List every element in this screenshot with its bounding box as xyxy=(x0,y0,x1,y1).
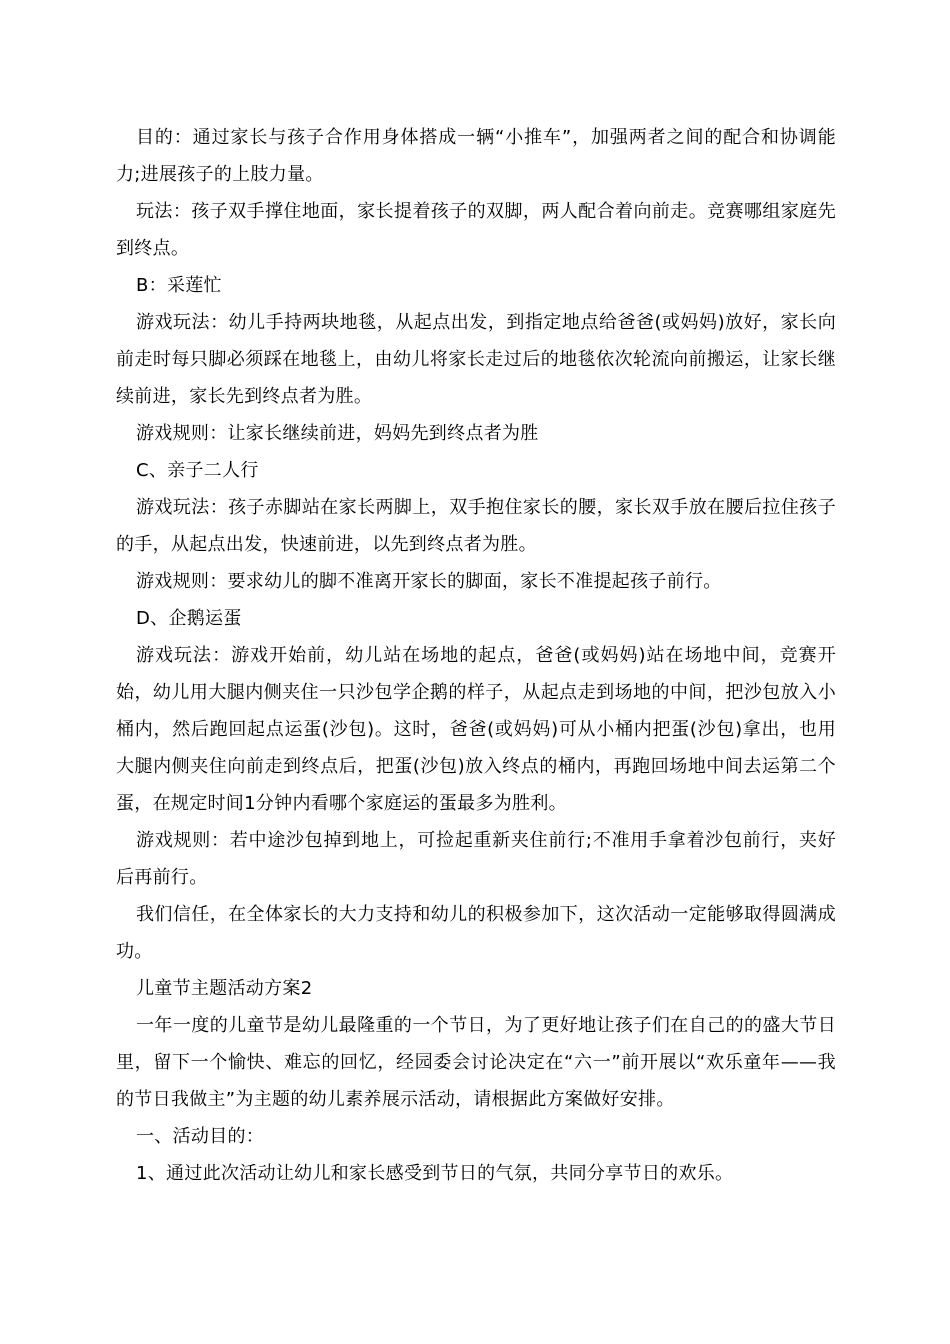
paragraph-b-game-rule: 游戏规则：让家长继续前进，妈妈先到终点者为胜 xyxy=(136,423,539,444)
heading-plan-2: 儿童节主题活动方案2 xyxy=(136,978,313,999)
document-body xyxy=(116,119,836,1192)
paragraph-purpose-item-1: 1、通过此次活动让幼儿和家长感受到节日的气氛，共同分享节日的欢乐。 xyxy=(136,1163,734,1184)
paragraph-d-game-method: 游戏玩法：游戏开始前，幼儿站在场地的起点，爸爸(或妈妈)站在场地中间，竞赛开始，幼儿用大腿内侧夹住一只沙包学企鹅的样子，从起点走到场地的中间，把沙包放入小桶内，然后跑回起点运蛋(沙包)。这时，爸爸(或妈妈)可从小桶内把蛋(沙包)拿出，也用大腿内侧夹住向前走到终点后，把蛋(沙包)放入终点的桶内，再跑回场地中间去运第二个蛋，在规定时间1分钟内看哪个家庭运的蛋最多为胜利。 xyxy=(116,645,836,814)
paragraph-plan-2-intro: 一年一度的儿童节是幼儿最隆重的一个节日，为了更好地让孩子们在自己的的盛大节日里，留下一个愉快、难忘的回忆，经园委会讨论决定在“六一”前开展以“欢乐童年——我的节日我做主”为主题的幼儿素养展示活动，请根据此方案做好安排。 xyxy=(116,1015,836,1110)
paragraph-b-game-method: 游戏玩法：幼儿手持两块地毯，从起点出发，到指定地点给爸爸(或妈妈)放好，家长向前走时每只脚必须踩在地毯上，由幼儿将家长走过后的地毯依次轮流向前搬运，让家长继续前进，家长先到终点者为胜。 xyxy=(116,312,836,407)
paragraph-play-method: 玩法：孩子双手撑住地面，家长提着孩子的双脚，两人配合着向前走。竞赛哪组家庭先到终点。 xyxy=(116,201,836,259)
paragraph-purpose: 目的：通过家长与孩子合作用身体搭成一辆“小推车”，加强两者之间的配合和协调能力;进展孩子的上肢力量。 xyxy=(116,127,836,185)
heading-d-penguin: D、企鹅运蛋 xyxy=(136,608,242,629)
heading-activity-purpose: 一、活动目的： xyxy=(136,1126,265,1147)
paragraph-c-game-rule: 游戏规则：要求幼儿的脚不准离开家长的脚面，家长不准提起孩子前行。 xyxy=(136,571,722,592)
heading-c-parent-child: C、亲子二人行 xyxy=(136,460,259,481)
heading-b-lotus: B：采莲忙 xyxy=(136,275,222,296)
paragraph-closing: 我们信任，在全体家长的大力支持和幼儿的积极参加下，这次活动一定能够取得圆满成功。 xyxy=(116,904,836,962)
paragraph-d-game-rule: 游戏规则：若中途沙包掉到地上，可捡起重新夹住前行;不准用手拿着沙包前行，夹好后再前行。 xyxy=(116,830,836,888)
paragraph-c-game-method: 游戏玩法：孩子赤脚站在家长两脚上，双手抱住家长的腰，家长双手放在腰后拉住孩子的手，从起点出发，快速前进，以先到终点者为胜。 xyxy=(116,497,836,555)
